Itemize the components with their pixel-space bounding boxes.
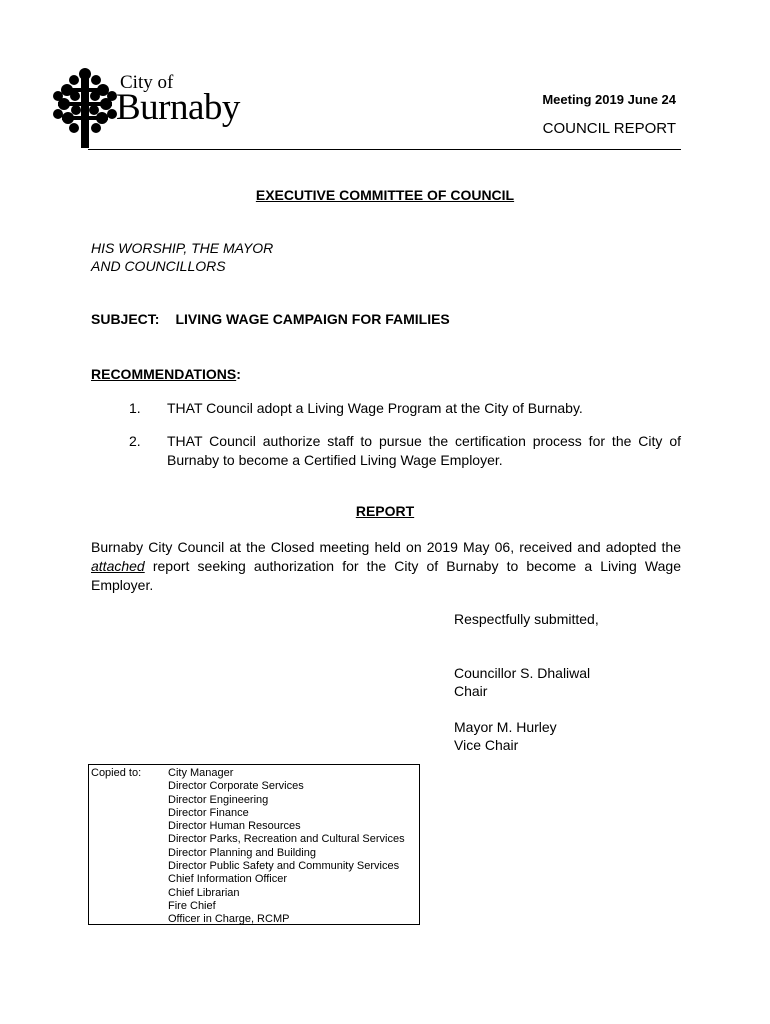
report-body-text-end: report seeking authorization for the City of Burnaby to become a Living Wage Employer.: [91, 558, 681, 593]
recipient-item: Fire Chief: [168, 899, 216, 912]
recommendation-item: [129, 399, 681, 418]
addressee: [91, 239, 273, 275]
logo-city-of-text: City of: [120, 72, 174, 93]
recommendations-heading-colon: :: [236, 366, 241, 382]
subject-label: SUBJECT:: [91, 311, 160, 327]
recipient-item: Chief Information Officer: [168, 873, 288, 886]
chair-block: [454, 664, 590, 700]
copied-to-label: Copied to:: [91, 767, 142, 779]
report-type: COUNCIL REPORT: [542, 120, 676, 137]
subject-text: LIVING WAGE CAMPAIGN FOR FAMILIES: [175, 311, 450, 327]
recommendation-text: THAT Council authorize staff to pursue the certification process for the City of Burnaby to become a Certified Living Wage Employer.: [167, 433, 681, 468]
recipient-item: Director Engineering: [168, 793, 269, 806]
closing: Respectfully submitted,: [454, 611, 599, 627]
recipient-item: Director Finance: [168, 806, 249, 819]
vice-chair-block: [454, 718, 557, 754]
subject-line: [91, 311, 450, 327]
chair-name: Councillor S. Dhaliwal: [454, 665, 591, 681]
recommendations-heading-text: RECOMMENDATIONS: [91, 366, 237, 382]
recipient-item: Director Human Resources: [168, 820, 301, 833]
recipient-list: [168, 767, 405, 927]
recipient-item: Director Corporate Services: [168, 780, 304, 793]
recommendation-number: 2.: [129, 433, 141, 449]
meeting-date: Meeting 2019 June 24: [542, 92, 676, 107]
recommendation-item: [129, 432, 681, 470]
city-of-burnaby-logo: [50, 66, 240, 150]
logo-burnaby-text: Burnaby: [116, 87, 240, 128]
report-body: [91, 538, 681, 595]
attached-report-link[interactable]: attached: [91, 558, 145, 574]
vice-chair-title: Vice Chair: [454, 737, 519, 753]
recipient-item: City Manager: [168, 767, 234, 779]
addressee-line-1: HIS WORSHIP, THE MAYOR: [91, 240, 274, 256]
committee-title: EXECUTIVE COMMITTEE OF COUNCIL: [255, 187, 515, 203]
recipient-item: Director Planning and Building: [168, 846, 316, 859]
chair-title: Chair: [454, 683, 488, 699]
recipient-item: Chief Librarian: [168, 886, 240, 899]
copied-to-box: [88, 764, 420, 925]
report-heading: REPORT: [355, 503, 415, 519]
recipient-item: Director Parks, Recreation and Cultural Services: [168, 833, 405, 846]
recipient-item: Officer in Charge, RCMP: [168, 913, 290, 926]
vice-chair-name: Mayor M. Hurley: [454, 719, 557, 735]
report-body-text: Burnaby City Council at the Closed meeting held on 2019 May 06, received and adopted the: [91, 539, 681, 555]
header-divider: [88, 149, 681, 150]
recommendation-text: THAT Council adopt a Living Wage Program at the City of Burnaby.: [167, 400, 583, 416]
snowflake-tree-icon: [50, 66, 120, 150]
recipient-item: Director Public Safety and Community Services: [168, 860, 400, 873]
addressee-line-2: AND COUNCILLORS: [91, 258, 226, 274]
recommendations-heading: [91, 366, 241, 382]
recommendation-number: 1.: [129, 400, 141, 416]
